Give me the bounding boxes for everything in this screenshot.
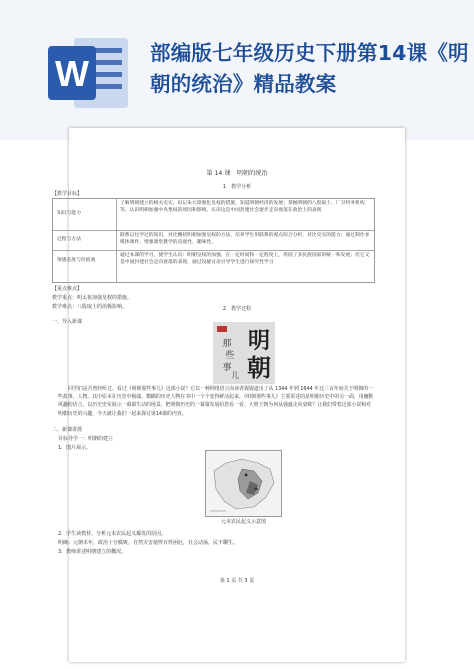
new-lesson-heading: 二、新课讲授 bbox=[52, 427, 83, 433]
table-text-process: 联系以往学过的知识，对比概括明朝加强皇权的方法，培养学生用联系的观点综合分析，对比史实的能力；通过制作多媒体课件，增强课堂教学的直观性、趣味性。 bbox=[120, 233, 370, 245]
step-two: 2．学生读教材，分析元末农民起义爆发的原因。 bbox=[58, 531, 167, 537]
step-two-answer: 明确：元朝末年，政治十分腐败，自然灾害使得百姓困厄，社会动荡，民不聊生。 bbox=[58, 540, 239, 546]
calligraphy-char: 儿 bbox=[231, 371, 239, 380]
calligraphy-char: 那 bbox=[222, 339, 232, 349]
table-label-attitude: 情感态度与价值观 bbox=[57, 258, 96, 263]
calligraphy-art bbox=[213, 322, 275, 384]
table-label-process: 过程与方法 bbox=[57, 237, 81, 242]
table-label-knowledge: 知识与能力 bbox=[57, 211, 81, 216]
table-row-divider bbox=[53, 230, 374, 231]
calligraphy-image bbox=[213, 322, 275, 384]
map-caption: 元末农民起义示意图 bbox=[220, 519, 266, 525]
table-col-divider bbox=[116, 199, 117, 282]
calligraphy-char: 朝 bbox=[247, 353, 271, 382]
section-analysis: 1 教学分析 bbox=[222, 184, 252, 190]
intro-paragraph: 同学们是否曾经听过、看过《明朝那些事儿》这部小说？它以一种网络语言向读者娓娓道出了从 1344 年到 1644 年这三百年间关于明朝的一些故事、人物。其中原本在历史中极端、模糊的历史人物在书中一个个变得鲜活起来。《明朝那些事儿》主要讲述的是明朝历史中的另一面，用幽默风趣的语言，以历史史实展示一幕幕生动的场景，把明朝历史的一幕幕发展给您看一看。大明王朝为何从强盛走向衰败？让我们带着这部小说和对明朝历史的兴趣，今天就让我们一起来探讨第14课的内容。 bbox=[58, 386, 374, 417]
seal-stamp bbox=[217, 326, 227, 332]
lesson-heading: 第 14 课 明朝的统治 bbox=[206, 170, 268, 177]
keypoint-text: 教学重点：明太祖加强皇权的措施。 bbox=[52, 295, 133, 301]
difficulty-text: 教学难点：八股取士的消极影响。 bbox=[52, 304, 128, 310]
objectives-table bbox=[52, 198, 375, 283]
objectives-label: 【教学目标】 bbox=[52, 191, 83, 197]
section-process: 2 教学过程 bbox=[222, 306, 252, 312]
table-text-knowledge: 了解明朝建立的相关史实，识记朱元璋强化皇权的措施，知道明朝经济的发展；掌握明朝的八股取士、厂卫特务机构等。认识明朝加强中央集权的原因和影响。认识这是中国封建社会逐步走向衰落在政治上的表现 bbox=[120, 201, 365, 213]
calligraphy-char: 明 bbox=[247, 328, 271, 354]
uprising-map-image bbox=[205, 450, 282, 517]
header-banner bbox=[0, 0, 474, 140]
keypoints-label: 【重点难点】 bbox=[52, 286, 83, 292]
table-row-divider bbox=[53, 250, 374, 251]
svg-text:W: W bbox=[55, 53, 89, 94]
step-one: 1．图片展示。 bbox=[58, 445, 92, 451]
calligraphy-char: 事 bbox=[222, 363, 232, 373]
goal-one: 目标导学一：明朝的建立 bbox=[58, 436, 114, 442]
page-footer: 第 1 页 共 3 页 bbox=[219, 578, 255, 584]
table-text-attitude: 通过本课的学习，使学生认识：明朝皇权的加强，在一定时间和一定程度上，巩固了多民族国家的统一和发展；但它又是中国封建社会走向衰落的表现，通过设疑讨论引导学生进行探究性学习 bbox=[120, 253, 370, 265]
china-map-art bbox=[206, 451, 281, 516]
word-document-icon bbox=[48, 38, 128, 108]
calligraphy-char: 些 bbox=[225, 351, 235, 361]
step-three: 3．教师讲述明朝建立的概况。 bbox=[58, 549, 127, 555]
intro-heading: 一、导入新课 bbox=[52, 319, 83, 325]
page-title: 部编版七年级历史下册第14课《明朝的统治》精品教案 bbox=[150, 41, 469, 96]
